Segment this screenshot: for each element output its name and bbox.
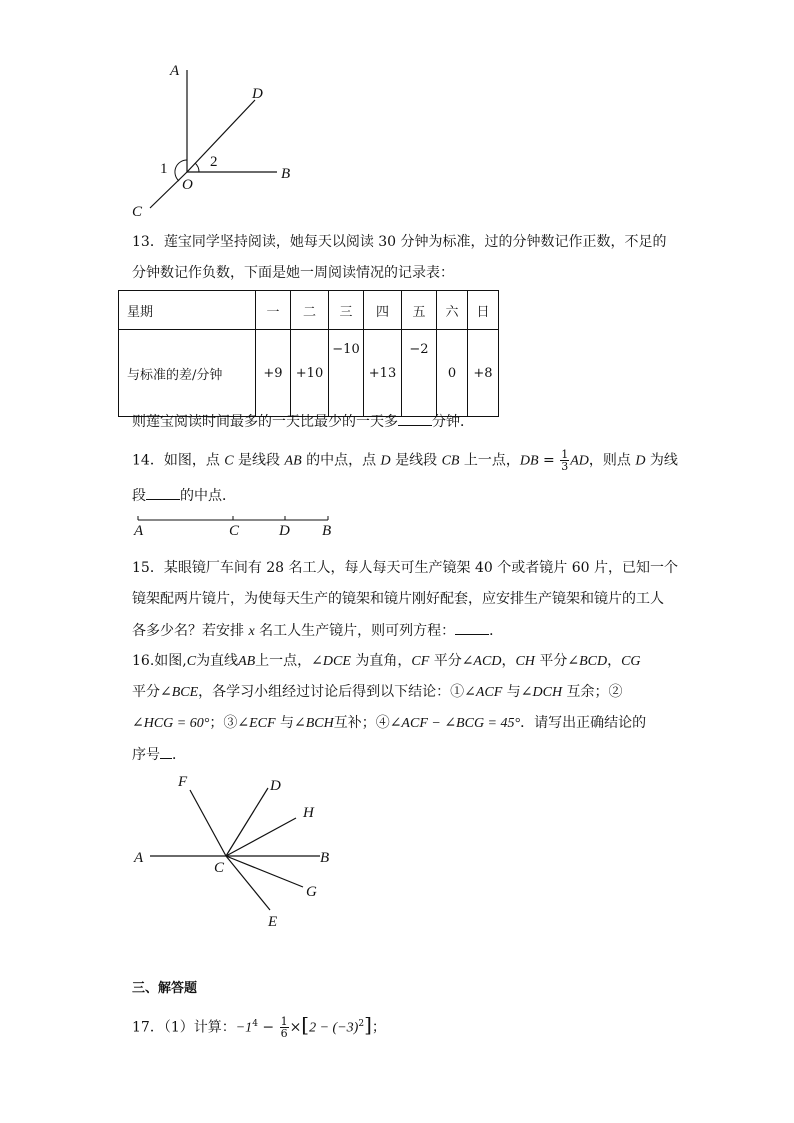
q16-text: 平分 [534,653,568,669]
ray-CH [226,818,296,856]
q17-term: −1 [235,1020,253,1036]
q17-exponent: 4 [252,1019,258,1029]
q16-angle-DCH: ∠DCH [520,685,563,700]
q13-line-1: 13．莲宝同学坚持阅读，她每天以阅读 30 分钟为标准，过的分钟数记作正数，不足的 [132,234,667,250]
table-row-label: 与标准的差/分钟 [119,330,256,417]
label-G: G [306,884,317,900]
q14-text: 是线段 [233,452,285,469]
q16-angle-HCG-eq: ∠HCG = 60° [132,716,210,731]
ray-CD [226,788,268,856]
q13-question-a: 则莲宝阅读时间最多的一天比最少的一天多 [132,414,398,430]
q14-line-2 [132,485,236,506]
angle-figure-q16 [130,770,350,930]
q15-line-1: 15．某眼镜厂车间有 28 名工人，每人每天可生产镜架 40 个或者镜片 60 片，已知一个 [132,560,678,576]
label-H: H [303,805,314,821]
right-bracket: ] [364,1012,372,1037]
q15-line-2: 镜架配两片镜片，为使每天生产的镜架和镜片刚好配套，应安排生产镜架和镜片的工人 [132,591,664,607]
reading-record-table [118,290,499,417]
answer-blank[interactable] [160,744,172,759]
q16-text: ， [501,653,516,669]
q16-line-3 [132,713,646,734]
table-header-cell: 六 [437,291,468,330]
label-A: A [134,523,144,539]
q17-line-1 [132,1012,386,1041]
q16-text: 序号 [132,747,160,763]
answer-blank[interactable] [455,620,489,635]
q16-text: 互余；② [562,684,623,700]
table-cell: +13 [364,330,402,417]
table-cell: +9 [256,330,291,417]
q16-line-2 [132,682,623,703]
table-row [119,330,499,417]
ray-CE [226,856,270,910]
fraction-numerator: 1 [561,448,569,461]
q14-segment-AB: AB [284,453,302,469]
label-D: D [279,523,290,539]
q17-text: 17．（1）计算： [132,1019,236,1036]
q16-text: 上一点， [255,653,312,669]
q15-text: 各多少名？若安排 [132,623,249,639]
q14-segment-AD: AD [570,453,589,469]
q13-question [132,411,474,432]
angle-2-arc [195,163,199,172]
q14-text: ，则点 [588,452,636,469]
q16-ray-CF: CF [411,654,430,669]
q16-ray-CH: CH [515,654,535,669]
table-cell: −10 [329,330,364,417]
q17-text: ； [371,1019,386,1036]
q16-angle-ECF: ∠ECF [237,716,276,731]
fraction-denominator: 3 [561,460,569,473]
q16-angle-BCD: ∠BCD [567,654,608,669]
table-header-cell: 二 [291,291,329,330]
section-heading: 三、解答题 [132,981,198,996]
q16-line-1 [132,651,641,672]
answer-blank[interactable] [146,485,180,500]
label-A: A [134,850,144,866]
q16-text: ，各学习小组经过讨论后得到以下结论：① [198,684,465,700]
q17-times: × [289,1019,302,1036]
q16-angle-BCH: ∠BCH [293,716,334,731]
q16-text: ；③ [209,715,238,731]
q14-segment-DB: DB [519,453,539,469]
q16-text: 16.如图, [132,653,187,669]
q17-minus: − [257,1019,279,1036]
q16-text: 与 [275,715,294,731]
q16-angle-ACD: ∠ACD [461,654,502,669]
table-header-cell: 星期 [119,291,256,330]
fraction-numerator: 1 [280,1015,288,1029]
ray-CG [226,856,303,887]
angle-1-label: 1 [160,161,168,177]
q14-text: 为线 [645,452,678,469]
ray-CF [190,790,226,856]
q15-text: ． [489,623,504,639]
q16-line-4 [132,744,186,765]
q13-line-2: 分钟数记作负数，下面是她一周阅读情况的记录表： [132,265,454,281]
q15-text: 名工人生产镜片，则可列方程： [254,623,456,639]
q16-text: 平分 [132,684,160,700]
label-A: A [170,63,180,79]
q14-text: 段 [132,488,146,504]
q14-text: 的中点． [180,488,236,504]
label-F: F [178,774,188,790]
label-C: C [214,860,225,876]
table-cell: +8 [468,330,499,417]
q16-expression: ∠ACF − ∠BCG = 45° [389,716,521,731]
angle-2-label: 2 [210,154,218,170]
fraction-denominator: 6 [280,1027,288,1041]
table-cell: 0 [437,330,468,417]
q16-text: 互补；④ [333,715,390,731]
table-header-cell: 三 [329,291,364,330]
angle-figure-q12 [120,60,320,225]
q16-ray-CG: CG [621,654,641,669]
q16-text: ．请写出正确结论的 [520,715,647,731]
q14-point-D: D [380,453,391,469]
q14-point-C: C [224,453,234,469]
q16-point-C: C [186,654,197,669]
q16-angle-ACF: ∠ACF [464,685,503,700]
q14-equals: = [538,452,560,469]
q16-text: 为直线 [196,653,239,669]
q16-text: ． [172,747,186,763]
q15-line-3 [132,620,503,642]
table-header-cell: 日 [468,291,499,330]
label-C: C [229,523,240,539]
q16-text: ， [607,653,622,669]
q13-question-b: 分钟． [432,414,474,430]
table-header-row [119,291,499,330]
q17-bracket-expr: 2 − (−3) [309,1020,359,1036]
fraction-one-sixth [280,1016,289,1039]
q14-line-1 [132,449,678,473]
label-D: D [252,86,263,102]
label-B: B [322,523,332,539]
fraction-one-third [560,449,569,472]
table-header-cell: 四 [364,291,402,330]
label-D: D [270,778,281,794]
q14-text: 上一点， [459,452,520,469]
table-cell: −2 [402,330,437,417]
q16-text: 平分 [429,653,462,669]
table-header-cell: 一 [256,291,291,330]
label-B: B [320,850,330,866]
label-C: C [132,204,143,220]
q16-angle-BCE: ∠BCE [160,685,199,700]
left-bracket: [ [301,1012,310,1037]
q16-text: 与 [502,684,521,700]
label-E: E [268,914,278,930]
q16-text: 为直角， [350,653,412,669]
table-header-cell: 五 [402,291,437,330]
q14-point-D: D [635,453,646,469]
q16-line-AB: AB [238,654,256,669]
ray-OD [187,100,255,172]
q17-exponent: 2 [358,1019,365,1029]
q14-segment-CB: CB [441,453,460,469]
label-O: O [182,177,193,193]
q15-variable-x: x [248,624,255,639]
q14-text: 是线段 [390,452,442,469]
q14-text: 14．如图，点 [132,452,225,469]
answer-blank[interactable] [398,411,432,426]
table-cell: +10 [291,330,329,417]
label-B: B [281,166,291,182]
q14-text: 的中点，点 [301,452,381,469]
q16-angle-DCE: ∠DCE [311,654,351,669]
